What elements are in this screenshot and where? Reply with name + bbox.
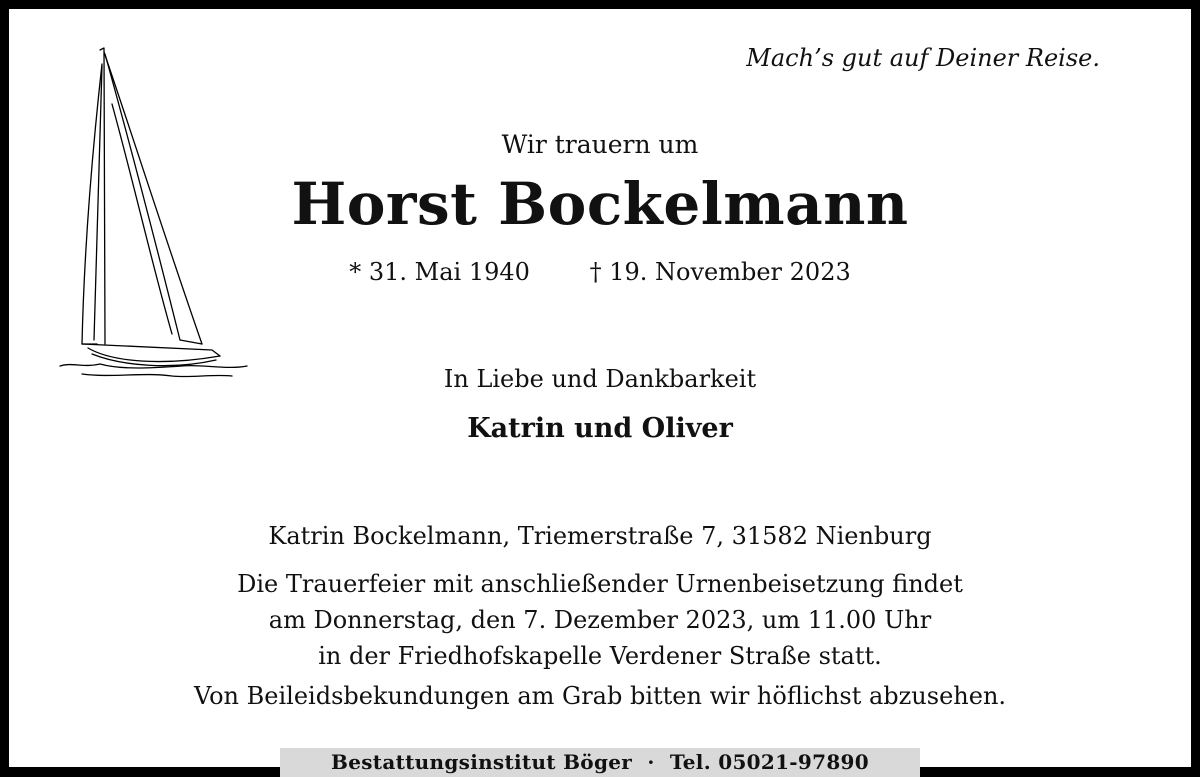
condolence-note: Von Beileidsbekundungen am Grab bitten wir höflichst abzusehen. <box>193 682 1007 710</box>
footer-separator: · <box>647 750 655 774</box>
love-line: In Liebe und Dankbarkeit <box>443 365 757 393</box>
undertaker-footer <box>280 748 920 777</box>
service-line: Die Trauerfeier mit anschließender Urnenbeisetzung findet <box>237 570 963 598</box>
intro-line: Wir trauern um <box>501 130 699 159</box>
deceased-name: Horst Bockelmann <box>291 170 909 238</box>
undertaker-phone: Tel. 05021-97890 <box>669 750 869 774</box>
service-line: in der Friedhofskapelle Verdener Straße statt. <box>318 642 882 670</box>
address: Katrin Bockelmann, Triemerstraße 7, 31582 Nienburg <box>268 522 932 550</box>
birth-date: * 31. Mai 1940 <box>349 258 530 286</box>
undertaker-name: Bestattungsinstitut Böger <box>331 750 633 774</box>
service-info <box>0 566 1200 674</box>
death-date: † 19. November 2023 <box>589 258 851 286</box>
mourners: Katrin und Oliver <box>467 413 733 444</box>
motto: Mach’s gut auf Deiner Reise. <box>746 44 1100 72</box>
service-line: am Donnerstag, den 7. Dezember 2023, um 11.00 Uhr <box>268 606 932 634</box>
life-dates <box>0 258 1200 286</box>
